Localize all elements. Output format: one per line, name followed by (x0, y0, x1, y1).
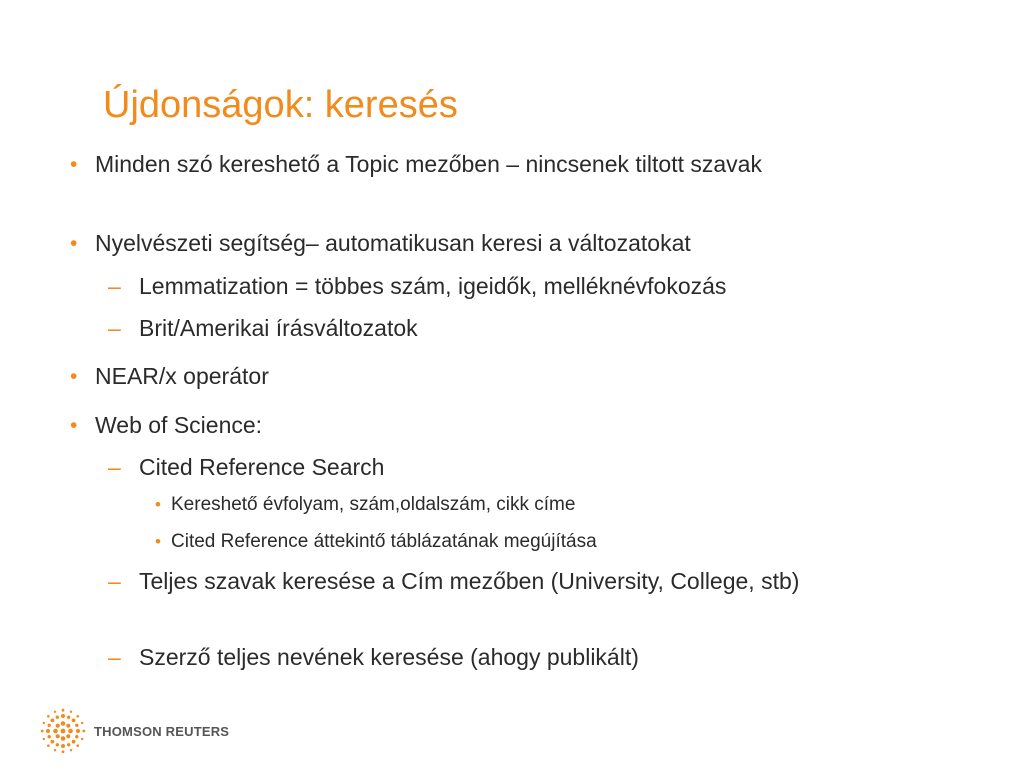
dash-marker: – (108, 273, 121, 299)
sub-bullet-item (108, 643, 899, 672)
sub-bullet-text: Teljes szavak keresése a Cím mezőben (University, College, stb) (139, 568, 800, 594)
slide-title: Újdonságok: keresés (103, 84, 458, 126)
thomson-reuters-logo (40, 708, 229, 754)
bullet-text: NEAR/x operátor (95, 363, 269, 389)
bullet-marker: • (70, 153, 78, 176)
dash-marker: – (108, 315, 121, 341)
dash-marker: – (108, 454, 121, 480)
bullet-item (70, 229, 835, 258)
thomson-reuters-dot-circle-icon (40, 708, 86, 754)
sub-bullet-item (108, 453, 899, 482)
sub-bullet-item (108, 314, 899, 343)
sub-bullet-text: Cited Reference Search (139, 454, 385, 480)
sub-bullet-text: Lemmatization = többes szám, igeidők, melléknévfokozás (139, 273, 727, 299)
sub-bullet-text: Brit/Amerikai írásváltozatok (139, 315, 418, 341)
sub-sub-bullet-item (155, 492, 871, 517)
bullet-text: Minden szó kereshető a Topic mezőben – nincsenek tiltott szavak (95, 151, 762, 177)
dash-marker: – (108, 644, 121, 670)
bullet-marker: • (155, 532, 161, 551)
sub-bullet-item (108, 567, 899, 596)
bullet-marker: • (155, 495, 161, 514)
bullet-item (70, 411, 835, 440)
sub-sub-bullet-text: Cited Reference áttekintő táblázatának megújítása (171, 531, 597, 552)
bullet-item (70, 150, 835, 179)
bullet-marker: • (70, 414, 78, 437)
bullet-marker: • (70, 232, 78, 255)
logo-text: THOMSON REUTERS (94, 723, 230, 739)
bullet-item (70, 362, 835, 391)
sub-sub-bullet-text: Kereshető évfolyam, szám,oldalszám, cikk címe (171, 494, 576, 515)
sub-sub-bullet-item (155, 529, 871, 554)
sub-bullet-item (108, 272, 899, 301)
bullet-marker: • (70, 365, 78, 388)
bullet-text: Web of Science: (95, 412, 263, 438)
sub-bullet-text: Szerző teljes nevének keresése (ahogy publikált) (139, 644, 639, 670)
bullet-text: Nyelvészeti segítség– automatikusan keresi a változatokat (95, 230, 691, 256)
dash-marker: – (108, 568, 121, 594)
